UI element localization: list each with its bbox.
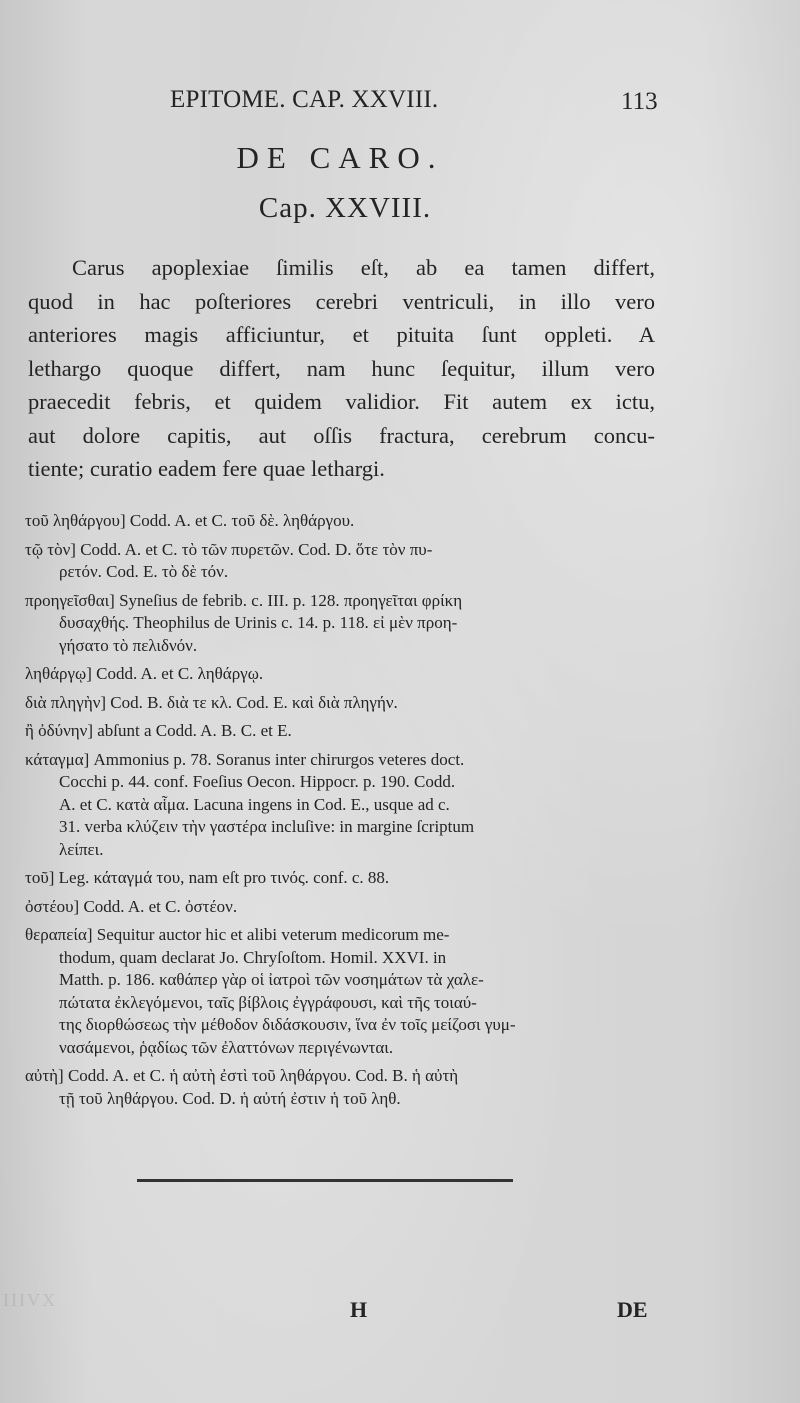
footnote-line: διὰ πληγὴν] Cod. B. διὰ τε κλ. Cod. E. καὶ διὰ πληγήν. <box>25 692 398 712</box>
footnote <box>25 749 657 862</box>
footnote-line: θεραπεία] Sequitur auctor hic et alibi veterum medicorum me- <box>25 925 450 944</box>
catchword: DE <box>617 1297 648 1322</box>
footnote <box>25 510 657 533</box>
footnote <box>25 924 657 1059</box>
footnote-line: 31. verba κλύζειν τὴν γαστέρα incluſive: in margine ſcriptum <box>59 817 475 836</box>
main-text-line: Carus apoplexiae ſimilis eſt, ab ea tamen differt, <box>72 255 655 280</box>
footnote-line: αὐτὴ] Codd. A. et C. ἡ αὐτὴ ἐστὶ τοῦ ληθάργου. Cod. B. ἡ αὐτὴ <box>25 1066 459 1085</box>
bleed-through-text: IIIVX <box>3 1290 57 1310</box>
footnote-line: thodum, quam declarat Jo. Chryſoſtom. Homil. XXVI. in <box>59 947 447 967</box>
footnote <box>25 867 657 890</box>
footnote <box>25 1065 657 1110</box>
footnote-line: τοῦ ληθάργου] Codd. A. et C. τοῦ δὲ. ληθάργου. <box>25 511 355 530</box>
footnote-line: προηγεῖσθαι] Syneſius de febrib. c. III. p. 128. προηγεῖται φρίκη <box>25 590 463 610</box>
chapter-title: DE CARO. <box>236 140 444 175</box>
footnote-line: τῇ τοῦ ληθάργου. Cod. D. ἡ αὐτή ἐστιν ἡ τοῦ ληθ. <box>59 1088 401 1108</box>
footnote-line: τῷ τὸν] Codd. A. et C. τὸ τῶν πυρετῶν. Cod. D. ὅτε τὸν πυ- <box>25 539 433 559</box>
end-rule <box>137 1179 513 1182</box>
footnote-line: ὀστέου] Codd. A. et C. ὀστέον. <box>25 896 238 916</box>
chapter-number: Cap. XXVIII. <box>258 192 432 224</box>
footnote-line: νασάμενοι, ῥᾳδίως τῶν ἐλαττόνων περιγένωνται. <box>59 1037 394 1057</box>
signature-mark: H <box>350 1297 368 1322</box>
footnote <box>25 896 657 919</box>
footnote-line: πώτατα ἐκλεγόμενοι, ταῖς βίβλοις ἐγγράφουσι, καὶ τῆς τοιαύ- <box>59 992 477 1012</box>
main-text-line: tiente; curatio eadem fere quae lethargi. <box>28 456 385 481</box>
footnote-line: τοῦ] Leg. κάταγμά του, nam eſt pro τινός. conf. c. 88. <box>25 868 390 887</box>
footnote-line: ἢ ὀδύνην] abſunt a Codd. A. B. C. et E. <box>25 721 292 740</box>
footnote-line: A. et C. κατὰ αἷμα. Lacuna ingens in Cod. E., usque ad c. <box>59 794 450 814</box>
main-text <box>28 251 655 486</box>
footnote <box>25 590 657 658</box>
footnote-line: δυσαχθής. Theophilus de Urinis c. 14. p. 118. εἰ μὲν προη- <box>59 613 458 632</box>
footnote-line: Cocchi p. 44. conf. Foeſius Oecon. Hippocr. p. 190. Codd. <box>59 772 456 791</box>
footnote-line: της διορθώσεως τὴν μέθοδον διδάσκουσιν, ἵνα ἐν τοῖς μείζοσι γυμ- <box>59 1015 516 1034</box>
footnote-line: λείπει. <box>59 839 104 859</box>
footnote-line: ληθάργῳ] Codd. A. et C. ληθάργῳ. <box>25 664 264 683</box>
running-title: EPITOME. CAP. XXVIII. <box>170 86 439 113</box>
footnote-line: γήσατο τὸ πελιδνόν. <box>59 635 198 655</box>
main-text-line: quod in hac poſteriores cerebri ventriculi, in illo vero <box>28 288 655 314</box>
footnotes <box>25 510 657 1116</box>
main-text-line: lethargo quoque differt, nam hunc ſequitur, illum vero <box>28 355 655 381</box>
main-text-line: praecedit febris, et quidem validior. Fit autem ex ictu, <box>28 389 655 414</box>
page-number: 113 <box>621 88 658 115</box>
footnote <box>25 692 657 715</box>
main-text-line: anteriores magis afficiuntur, et pituita ſunt oppleti. A <box>28 322 655 347</box>
footnote <box>25 663 657 686</box>
footnote-line: κάταγμα] Ammonius p. 78. Soranus inter chirurgos veteres doct. <box>25 749 465 769</box>
footnote-line: Matth. p. 186. καθάπερ γὰρ οἱ ἰατροὶ τῶν νοσημάτων τὰ χαλε- <box>59 970 484 989</box>
footnote <box>25 720 657 743</box>
main-text-line: aut dolore capitis, aut oſſis fractura, cerebrum concu- <box>28 422 655 448</box>
footnote <box>25 539 657 584</box>
footnote-line: ρετόν. Cod. E. τὸ δὲ τόν. <box>59 562 229 581</box>
